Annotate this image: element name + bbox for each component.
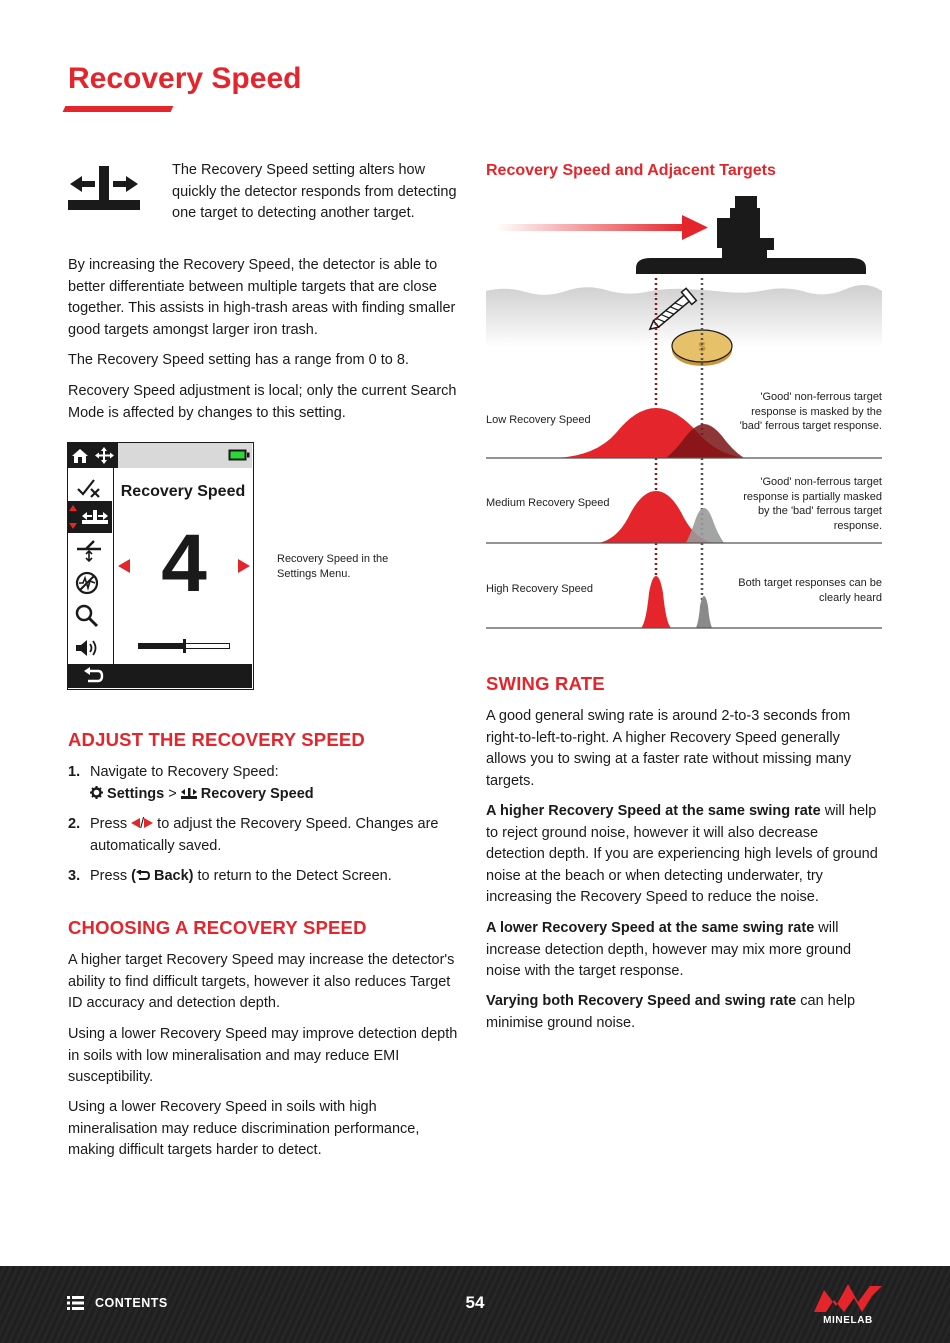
step-2	[68, 814, 466, 857]
swing-paragraph-4-rest: can help minimise ground noise.	[486, 993, 856, 1031]
volume-icon	[74, 637, 100, 659]
page-footer	[0, 1266, 950, 1343]
minelab-logo-mark-icon	[814, 1284, 882, 1312]
adjust-steps	[68, 762, 466, 897]
svg-text:$: $	[698, 339, 706, 354]
step-2-number: 2.	[68, 816, 81, 832]
diagram-heading: Recovery Speed and Adjacent Targets	[486, 162, 776, 179]
recovery-speed-slider[interactable]	[138, 643, 230, 649]
screen-setting-title: Recovery Speed	[120, 483, 246, 500]
screen-mode-tab	[68, 443, 118, 468]
medium-speed-note: 'Good' non-ferrous target response is partially masked by the 'bad' ferrous target response.	[743, 476, 882, 532]
swing-paragraph-4	[486, 991, 878, 1034]
step-2-post: to adjust the Recovery Speed. Changes are automatically saved.	[90, 816, 439, 854]
brand-name: MINELAB	[823, 1315, 873, 1326]
swing-paragraph-3	[486, 918, 878, 983]
step-3-post: to return to the Detect Screen.	[197, 868, 392, 884]
high-speed-note: Both target responses can be clearly heard	[738, 577, 882, 604]
recovery-speed-menu-item-selected[interactable]	[68, 501, 112, 533]
step-3-key-open: (	[131, 868, 136, 884]
ground-balance-icon	[74, 537, 104, 563]
step-3-key: Back)	[153, 868, 194, 884]
step-1-settings: Settings	[107, 785, 165, 802]
recovery-speed-inline-icon	[181, 787, 197, 799]
home-icon	[68, 443, 118, 468]
discrimination-icon	[74, 475, 104, 499]
title-underline	[63, 106, 174, 112]
paragraph-differentiate: By increasing the Recovery Speed, the detector is able to better differentiate between multiple targets that are close together. This assists in high-trash areas with finding smaller good targets amongst larger iron trash.	[68, 257, 456, 338]
decrease-arrow-icon[interactable]	[118, 559, 130, 573]
low-speed-label: Low Recovery Speed	[486, 414, 591, 426]
contents-link[interactable]	[67, 1296, 168, 1310]
minelab-logo	[812, 1284, 884, 1326]
search-icon	[74, 603, 100, 629]
swing-heading: SWING RATE	[486, 673, 605, 694]
back-inline-icon	[136, 870, 150, 881]
paragraph-range: The Recovery Speed setting has a range from 0 to 8.	[68, 352, 409, 368]
swing-paragraph-3-bold: A lower Recovery Speed at the same swing rate	[486, 920, 815, 936]
choosing-heading: CHOOSING A RECOVERY SPEED	[68, 917, 367, 938]
list-icon	[67, 1296, 84, 1310]
slider-fill	[139, 644, 184, 648]
swing-paragraph-2	[486, 801, 878, 909]
swing-paragraph-2-rest: will help to reject ground noise, however it will also decrease detection depth. If you are experiencing high levels of ground noise at the beach or when detecting underwater, try increasing the Recovery Speed to reduce the noise.	[486, 803, 878, 905]
step-1-target: Recovery Speed	[200, 785, 314, 802]
contents-label: CONTENTS	[95, 1296, 168, 1310]
increase-arrow-icon[interactable]	[238, 559, 250, 573]
step-3	[68, 866, 466, 888]
choosing-paragraph-2: Using a lower Recovery Speed may improve detection depth in soils with low mineralisation and may reduce EMI susceptibility.	[68, 1026, 458, 1085]
low-speed-note: 'Good' non-ferrous target response is masked by the 'bad' ferrous target response.	[739, 391, 882, 432]
high-speed-label: High Recovery Speed	[486, 583, 594, 595]
left-arrow-icon	[131, 818, 140, 828]
swing-paragraph-3-rest: will increase detection depth, however may mix more ground noise with the target response.	[486, 920, 852, 979]
adjust-heading: ADJUST THE RECOVERY SPEED	[68, 729, 365, 750]
step-1-separator: >	[168, 785, 177, 802]
paragraph-local: Recovery Speed adjustment is local; only the current Search Mode is affected by changes to this setting.	[68, 383, 457, 421]
back-icon[interactable]	[82, 667, 104, 685]
step-2-pre: Press	[90, 816, 128, 832]
detector-screen	[67, 442, 254, 690]
swing-paragraph-2-bold: A higher Recovery Speed at the same swing rate	[486, 803, 821, 819]
intro-text: The Recovery Speed setting alters how quickly the detector responds from detecting one target to detecting another target.	[172, 162, 457, 221]
right-arrow-icon	[144, 818, 153, 828]
choosing-paragraph-3: Using a lower Recovery Speed in soils with high mineralisation may reduce discrimination performance, making difficult targets harder to detect.	[68, 1099, 420, 1158]
noise-cancel-icon	[74, 570, 100, 596]
step-1-text: Navigate to Recovery Speed:	[90, 764, 279, 780]
page-title: Recovery Speed	[68, 62, 302, 95]
medium-speed-label: Medium Recovery Speed	[486, 497, 610, 509]
screen-setting-value: 4	[161, 518, 205, 609]
step-3-number: 3.	[68, 868, 81, 884]
gear-icon	[90, 786, 103, 799]
choosing-paragraph-1: A higher target Recovery Speed may increase the detector's ability to find difficult targets, however it also reduces Target ID accuracy and detection depth.	[68, 952, 455, 1011]
swing-paragraph-1: A good general swing rate is around 2-to-3 seconds from right-to-left-to-right. A higher Recovery Speed generally allows you to swing at a faster rate without missing many targets.	[486, 708, 852, 789]
step-1-number: 1.	[68, 764, 81, 780]
recovery-speed-icon	[68, 166, 140, 212]
step-1	[68, 762, 466, 805]
slider-knob[interactable]	[183, 639, 186, 653]
recovery-speed-menu-icon	[68, 501, 112, 533]
step-3-pre: Press	[90, 868, 128, 884]
page-number: 54	[465, 1293, 485, 1312]
detector-coil-icon	[636, 196, 866, 274]
swing-paragraph-4-bold: Varying both Recovery Speed and swing rate	[486, 993, 797, 1009]
screen-caption: Recovery Speed in the Settings Menu.	[277, 553, 389, 580]
swing-direction-arrow	[496, 215, 708, 240]
battery-icon	[228, 449, 250, 461]
step-2-slash: /	[140, 816, 145, 832]
screen-bottom-bar	[68, 664, 252, 688]
